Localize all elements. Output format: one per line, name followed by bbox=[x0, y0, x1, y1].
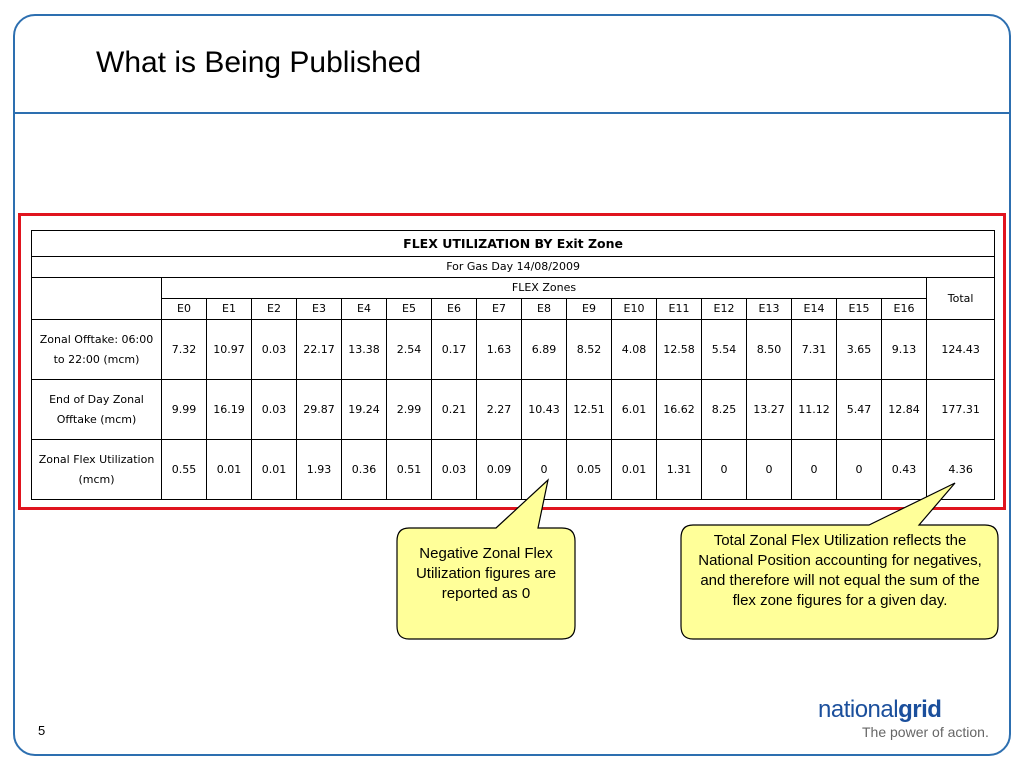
row-total-cell: 177.31 bbox=[927, 380, 995, 440]
table-row bbox=[32, 320, 995, 380]
zone-header-e16: E16 bbox=[882, 299, 927, 320]
zone-header-e4: E4 bbox=[342, 299, 387, 320]
zone-header-row bbox=[32, 299, 995, 320]
table-cell: 12.58 bbox=[657, 320, 702, 380]
table-cell: 10.43 bbox=[522, 380, 567, 440]
table-cell: 2.99 bbox=[387, 380, 432, 440]
row-label: Zonal Flex Utilization (mcm) bbox=[32, 440, 162, 500]
table-cell: 9.99 bbox=[162, 380, 207, 440]
table-cell: 0.01 bbox=[252, 440, 297, 500]
zones-group-header: FLEX Zones bbox=[162, 278, 927, 299]
group-header-row bbox=[32, 278, 995, 299]
table-cell: 4.08 bbox=[612, 320, 657, 380]
table-cell: 0.01 bbox=[207, 440, 252, 500]
table-subtitle: For Gas Day 14/08/2009 bbox=[32, 257, 995, 278]
table-cell: 16.62 bbox=[657, 380, 702, 440]
zone-header-e12: E12 bbox=[702, 299, 747, 320]
zone-header-e15: E15 bbox=[837, 299, 882, 320]
title-divider bbox=[13, 112, 1011, 114]
logo-tagline: The power of action. bbox=[862, 724, 989, 740]
total-callout-text: Total Zonal Flex Utilization reflects the National Position accounting for negatives, and therefore will not equal the sum of the flex zone figures for a given day. bbox=[698, 532, 982, 609]
zone-header-e9: E9 bbox=[567, 299, 612, 320]
table-cell: 0.51 bbox=[387, 440, 432, 500]
zone-header-e10: E10 bbox=[612, 299, 657, 320]
logo-word-bold: grid bbox=[898, 696, 942, 723]
table-cell: 9.13 bbox=[882, 320, 927, 380]
table-cell: 8.50 bbox=[747, 320, 792, 380]
table-title: FLEX UTILIZATION BY Exit Zone bbox=[32, 231, 995, 257]
table-cell: 11.12 bbox=[792, 380, 837, 440]
table-cell: 12.51 bbox=[567, 380, 612, 440]
table-cell: 10.97 bbox=[207, 320, 252, 380]
logo-word-light: national bbox=[818, 696, 899, 723]
table-cell: 0.43 bbox=[882, 440, 927, 500]
zone-header-e1: E1 bbox=[207, 299, 252, 320]
flex-utilization-table bbox=[31, 230, 995, 500]
table-cell: 7.32 bbox=[162, 320, 207, 380]
table-cell: 1.31 bbox=[657, 440, 702, 500]
table-cell: 29.87 bbox=[297, 380, 342, 440]
table-cell: 22.17 bbox=[297, 320, 342, 380]
table-cell: 5.47 bbox=[837, 380, 882, 440]
zone-header-e8: E8 bbox=[522, 299, 567, 320]
page-number: 5 bbox=[38, 723, 46, 738]
table-cell: 0.05 bbox=[567, 440, 612, 500]
row-label-header bbox=[32, 278, 162, 320]
table-cell: 12.84 bbox=[882, 380, 927, 440]
row-total-cell: 4.36 bbox=[927, 440, 995, 500]
table-cell: 6.01 bbox=[612, 380, 657, 440]
table-cell: 0.55 bbox=[162, 440, 207, 500]
zone-header-e13: E13 bbox=[747, 299, 792, 320]
zone-header-e2: E2 bbox=[252, 299, 297, 320]
zone-header-e11: E11 bbox=[657, 299, 702, 320]
table-title-row bbox=[32, 231, 995, 257]
zone-header-e14: E14 bbox=[792, 299, 837, 320]
table-cell: 1.63 bbox=[477, 320, 522, 380]
table-cell: 0.01 bbox=[612, 440, 657, 500]
national-grid-logo bbox=[818, 696, 998, 742]
logo-wordmark bbox=[818, 696, 941, 724]
table-cell: 0.17 bbox=[432, 320, 477, 380]
table-cell: 13.38 bbox=[342, 320, 387, 380]
row-total-cell: 124.43 bbox=[927, 320, 995, 380]
table-cell: 0.21 bbox=[432, 380, 477, 440]
table-cell: 5.54 bbox=[702, 320, 747, 380]
zone-header-e3: E3 bbox=[297, 299, 342, 320]
table-cell: 13.27 bbox=[747, 380, 792, 440]
table-cell: 2.54 bbox=[387, 320, 432, 380]
table-cell: 16.19 bbox=[207, 380, 252, 440]
table-cell: 0.03 bbox=[252, 380, 297, 440]
zone-header-e7: E7 bbox=[477, 299, 522, 320]
table-cell: 3.65 bbox=[837, 320, 882, 380]
zone-header-e6: E6 bbox=[432, 299, 477, 320]
table-cell: 0 bbox=[792, 440, 837, 500]
table-cell: 6.89 bbox=[522, 320, 567, 380]
table-cell: 0 bbox=[702, 440, 747, 500]
table-cell: 0 bbox=[522, 440, 567, 500]
table-cell: 0.03 bbox=[252, 320, 297, 380]
table-cell: 7.31 bbox=[792, 320, 837, 380]
table-cell: 2.27 bbox=[477, 380, 522, 440]
zone-header-e5: E5 bbox=[387, 299, 432, 320]
slide-title: What is Being Published bbox=[96, 46, 422, 79]
negative-values-callout-text: Negative Zonal Flex Utilization figures are reported as 0 bbox=[415, 545, 557, 602]
row-label: Zonal Offtake: 06:00 to 22:00 (mcm) bbox=[32, 320, 162, 380]
total-header: Total bbox=[927, 278, 995, 320]
table-cell: 0 bbox=[837, 440, 882, 500]
table-cell: 0.09 bbox=[477, 440, 522, 500]
table-cell: 8.52 bbox=[567, 320, 612, 380]
table-body bbox=[32, 231, 995, 500]
table-cell: 8.25 bbox=[702, 380, 747, 440]
table-cell: 1.93 bbox=[297, 440, 342, 500]
table-cell: 19.24 bbox=[342, 380, 387, 440]
table-subtitle-row bbox=[32, 257, 995, 278]
table-cell: 0.03 bbox=[432, 440, 477, 500]
zone-header-e0: E0 bbox=[162, 299, 207, 320]
table-row bbox=[32, 380, 995, 440]
table-cell: 0.36 bbox=[342, 440, 387, 500]
row-label: End of Day Zonal Offtake (mcm) bbox=[32, 380, 162, 440]
table-cell: 0 bbox=[747, 440, 792, 500]
